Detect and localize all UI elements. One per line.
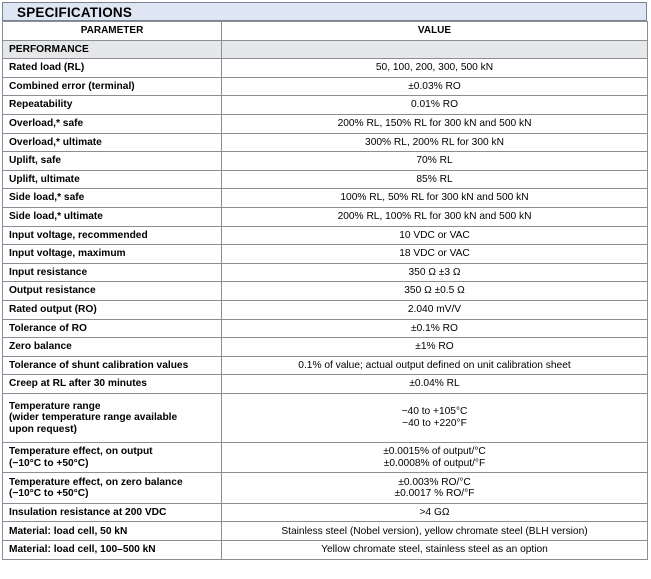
- table-row: [3, 375, 648, 394]
- row-parameter: Creep at RL after 30 minutes: [3, 375, 222, 394]
- row-value: 50, 100, 200, 300, 500 kN: [222, 59, 648, 78]
- row-value: 2.040 mV/V: [222, 300, 648, 319]
- page-title: SPECIFICATIONS: [17, 5, 133, 20]
- table-row-temperature-zero: [3, 473, 648, 504]
- row-value: 300% RL, 200% RL for 300 kN: [222, 133, 648, 152]
- table-row: [3, 356, 648, 375]
- table-row-temperature-range: [3, 393, 648, 442]
- row-parameter-line: (−10°C to +50°C): [9, 488, 89, 500]
- row-value: 350 Ω ±0.5 Ω: [222, 282, 648, 301]
- row-parameter: Repeatability: [3, 96, 222, 115]
- row-value-line: −40 to +220°F: [402, 417, 467, 429]
- row-parameter: Uplift, safe: [3, 152, 222, 171]
- section-blank: [222, 40, 648, 59]
- row-parameter: Uplift, ultimate: [3, 170, 222, 189]
- table-row: [3, 152, 648, 171]
- table-row: [3, 77, 648, 96]
- row-parameter: Overload,* ultimate: [3, 133, 222, 152]
- row-parameter-line: (−10°C to +50°C): [9, 457, 89, 469]
- row-value: ±0.03% RO: [222, 77, 648, 96]
- row-parameter: Side load,* safe: [3, 189, 222, 208]
- table-row: [3, 114, 648, 133]
- row-value: 350 Ω ±3 Ω: [222, 263, 648, 282]
- row-value: 200% RL, 100% RL for 300 kN and 500 kN: [222, 207, 648, 226]
- table-row-temperature-output: [3, 442, 648, 473]
- row-parameter: Combined error (terminal): [3, 77, 222, 96]
- row-parameter-line: upon request): [9, 423, 77, 435]
- row-value: 200% RL, 150% RL for 300 kN and 500 kN: [222, 114, 648, 133]
- row-parameter: [3, 393, 222, 442]
- table-row: [3, 133, 648, 152]
- table-row: [3, 245, 648, 264]
- row-parameter: Input voltage, recommended: [3, 226, 222, 245]
- row-parameter-line: (wider temperature range available: [9, 412, 178, 424]
- row-value-line: −40 to +105°C: [401, 406, 468, 418]
- row-value: ±0.04% RL: [222, 375, 648, 394]
- row-value: 10 VDC or VAC: [222, 226, 648, 245]
- row-value: [222, 473, 648, 504]
- row-parameter: Rated output (RO): [3, 300, 222, 319]
- row-value-line: ±0.003% RO/°C: [398, 476, 471, 488]
- table-row: [3, 522, 648, 541]
- row-parameter: Output resistance: [3, 282, 222, 301]
- row-value: [222, 393, 648, 442]
- row-parameter: [3, 442, 222, 473]
- table-row: [3, 503, 648, 522]
- row-parameter: Input voltage, maximum: [3, 245, 222, 264]
- table-row: [3, 338, 648, 357]
- row-parameter-line: Temperature range: [9, 400, 101, 412]
- table-header-row: [3, 22, 648, 41]
- row-parameter-line: Temperature effect, on output: [9, 446, 153, 458]
- row-value: 0.01% RO: [222, 96, 648, 115]
- row-parameter: Overload,* safe: [3, 114, 222, 133]
- table-row: [3, 189, 648, 208]
- table-row: [3, 226, 648, 245]
- table-row: [3, 207, 648, 226]
- row-value: 85% RL: [222, 170, 648, 189]
- row-value: [222, 442, 648, 473]
- table-row: [3, 59, 648, 78]
- row-parameter: Tolerance of shunt calibration values: [3, 356, 222, 375]
- table-row: [3, 541, 648, 560]
- row-value: ±0.1% RO: [222, 319, 648, 338]
- table-row: [3, 300, 648, 319]
- row-parameter: Side load,* ultimate: [3, 207, 222, 226]
- row-value: Stainless steel (Nobel version), yellow chromate steel (BLH version): [222, 522, 648, 541]
- table-row: [3, 170, 648, 189]
- table-row: [3, 96, 648, 115]
- row-value-line: ±0.0015% of output/°C: [383, 446, 486, 458]
- table-row: [3, 263, 648, 282]
- table-row: [3, 282, 648, 301]
- header-value: VALUE: [222, 22, 648, 41]
- row-value: >4 GΩ: [222, 503, 648, 522]
- row-parameter: Insulation resistance at 200 VDC: [3, 503, 222, 522]
- row-parameter: Material: load cell, 100–500 kN: [3, 541, 222, 560]
- row-value-line: ±0.0008% of output/°F: [383, 457, 486, 469]
- row-parameter: Material: load cell, 50 kN: [3, 522, 222, 541]
- row-parameter: Input resistance: [3, 263, 222, 282]
- row-value-line: ±0.0017 % RO/°F: [394, 488, 475, 500]
- row-value: 0.1% of value; actual output defined on unit calibration sheet: [222, 356, 648, 375]
- row-parameter-line: Temperature effect, on zero balance: [9, 476, 183, 488]
- row-value: ±1% RO: [222, 338, 648, 357]
- row-value: 70% RL: [222, 152, 648, 171]
- section-label: PERFORMANCE: [3, 40, 222, 59]
- row-value: 18 VDC or VAC: [222, 245, 648, 264]
- table-row: [3, 319, 648, 338]
- row-parameter: Zero balance: [3, 338, 222, 357]
- header-parameter: PARAMETER: [3, 22, 222, 41]
- row-parameter: Tolerance of RO: [3, 319, 222, 338]
- row-parameter: [3, 473, 222, 504]
- specifications-table: [2, 21, 648, 560]
- section-row: [3, 40, 648, 59]
- row-value: Yellow chromate steel, stainless steel as an option: [222, 541, 648, 560]
- row-parameter: Rated load (RL): [3, 59, 222, 78]
- title-bar: [2, 2, 647, 21]
- row-value: 100% RL, 50% RL for 300 kN and 500 kN: [222, 189, 648, 208]
